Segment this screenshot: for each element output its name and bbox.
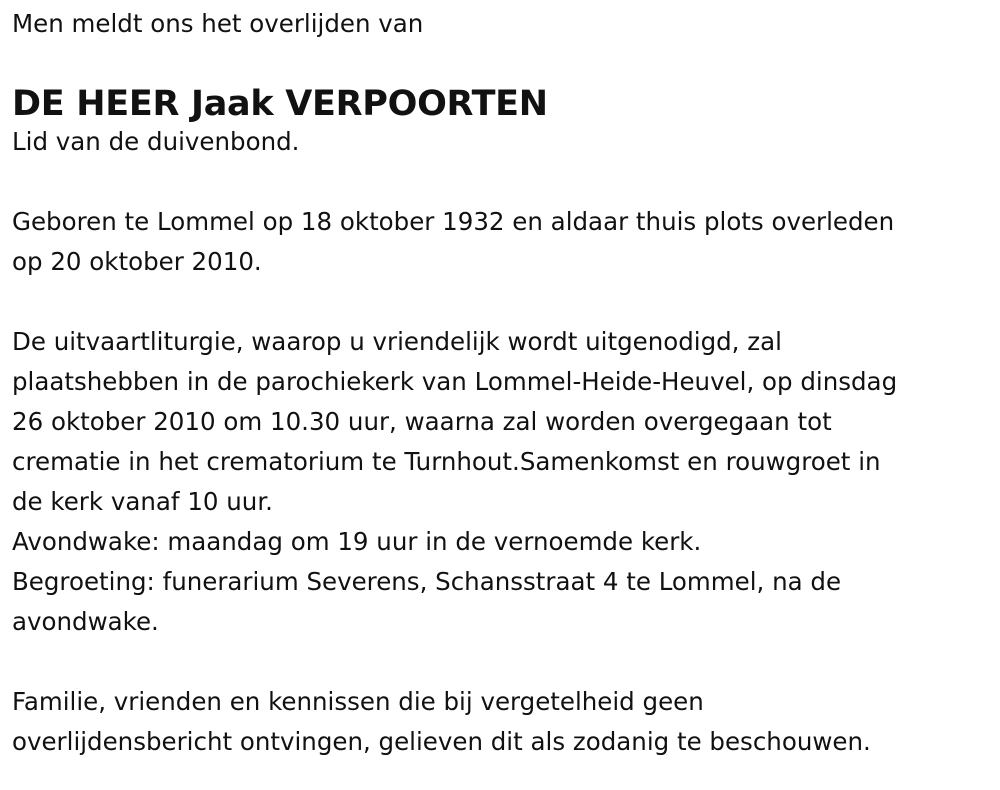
paragraph-line: 26 oktober 2010 om 10.30 uur, waarna zal worden overgegaan tot [12, 407, 832, 436]
birth-death-paragraph [12, 202, 990, 282]
deceased-name: DE HEER Jaak VERPOORTEN [12, 84, 548, 124]
greeting-line: avondwake. [12, 607, 159, 636]
paragraph-line: Geboren te Lommel op 18 oktober 1932 en aldaar thuis plots overleden [12, 207, 895, 236]
intro-text: Men meldt ons het overlijden van [12, 9, 424, 38]
paragraph-line: de kerk vanaf 10 uur. [12, 487, 273, 516]
paragraph-line: plaatshebben in de parochiekerk van Lommel-Heide-Heuvel, op dinsdag [12, 367, 898, 396]
paragraph-line: De uitvaartliturgie, waarop u vriendelijk wordt uitgenodigd, zal [12, 327, 782, 356]
paragraph-line: op 20 oktober 2010. [12, 247, 262, 276]
wake-line: Avondwake: maandag om 19 uur in de vernoemde kerk. [12, 527, 702, 556]
paragraph-line: overlijdensbericht ontvingen, gelieven dit als zodanig te beschouwen. [12, 727, 871, 756]
paragraph-line: Familie, vrienden en kennissen die bij vergetelheid geen [12, 687, 704, 716]
spacer [12, 282, 990, 322]
closing-paragraph [12, 682, 990, 762]
funeral-paragraph [12, 322, 990, 642]
paragraph-line: crematie in het crematorium te Turnhout.Samenkomst en rouwgroet in [12, 447, 881, 476]
membership-text: Lid van de duivenbond. [12, 127, 300, 156]
greeting-line: Begroeting: funerarium Severens, Schansstraat 4 te Lommel, na de [12, 567, 842, 596]
spacer [12, 162, 990, 202]
spacer [12, 642, 990, 682]
